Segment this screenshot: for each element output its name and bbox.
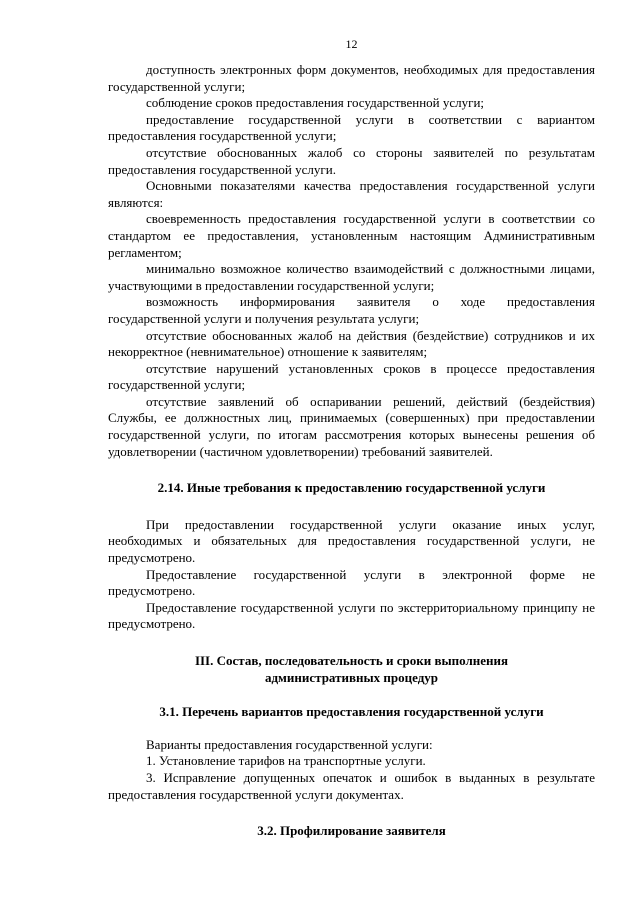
paragraph: Предоставление государственной услуги в электронной форме не предусмотрено. (108, 566, 595, 599)
paragraph: отсутствие обоснованных жалоб на действия (бездействие) сотрудников и их некорректное (невнимательное) отношение к заявителям; (108, 327, 595, 360)
paragraph: отсутствие заявлений об оспаривании решений, действий (бездействия) Службы, ее должностных лиц, принимаемых (совершенных) при предоставлении государственной услуги, по итогам рассмотрения которых вынесены решения об удовлетворении (частичном удовлетворении) требований заявителей. (108, 393, 595, 459)
paragraph: возможность информирования заявителя о ходе предоставления государственной услуги и получения результата услуги; (108, 294, 595, 326)
paragraph: Предоставление государственной услуги по экстерриториальному принципу не предусмотрено. (108, 599, 595, 632)
paragraph: доступность электронных форм документов, необходимых для предоставления государственной услуги; (108, 62, 595, 94)
chapter-heading-line: административных процедур (264, 669, 438, 685)
paragraph: соблюдение сроков предоставления государственной услуги; (146, 95, 485, 111)
paragraph: предоставление государственной услуги в соответствии с вариантом предоставления государственной услуги; (108, 111, 595, 144)
chapter-heading-line: III. Состав, последовательность и сроки выполнения (194, 653, 509, 668)
list-item: 1. Установление тарифов на транспортные услуги. (146, 753, 426, 769)
section-heading-2-14: 2.14. Иные требования к предоставлению государственной услуги (157, 480, 546, 496)
paragraph: При предоставлении государственной услуги оказание иных услуг, необходимых и обязательных для предоставления государственной услуги, не предусмотрено. (108, 516, 595, 566)
chapter-heading-iii (108, 653, 595, 686)
list-item: 3. Исправление допущенных опечаток и ошибок в выданных в результате предоставления государственной услуги документах. (108, 769, 595, 802)
page-number: 12 (345, 37, 358, 51)
paragraph: отсутствие нарушений установленных сроков в процессе предоставления государственной услуги; (108, 360, 595, 393)
section-heading-3-2: 3.2. Профилирование заявителя (257, 823, 446, 839)
paragraph: минимально возможное количество взаимодействий с должностными лицами, участвующими в предоставлении государственной услуги; (108, 261, 595, 293)
document-page (108, 36, 595, 840)
paragraph: Варианты предоставления государственной услуги: (146, 736, 433, 752)
paragraph: отсутствие обоснованных жалоб со стороны заявителей по результатам предоставления государственной услуги. (108, 144, 595, 177)
paragraph: своевременность предоставления государственной услуги в соответствии со стандартом ее предоставления, установленным настоящим Административным регламентом; (108, 211, 595, 260)
section-heading-3-1: 3.1. Перечень вариантов предоставления государственной услуги (159, 704, 544, 720)
paragraph: Основными показателями качества предоставления государственной услуги являются: (108, 178, 595, 210)
